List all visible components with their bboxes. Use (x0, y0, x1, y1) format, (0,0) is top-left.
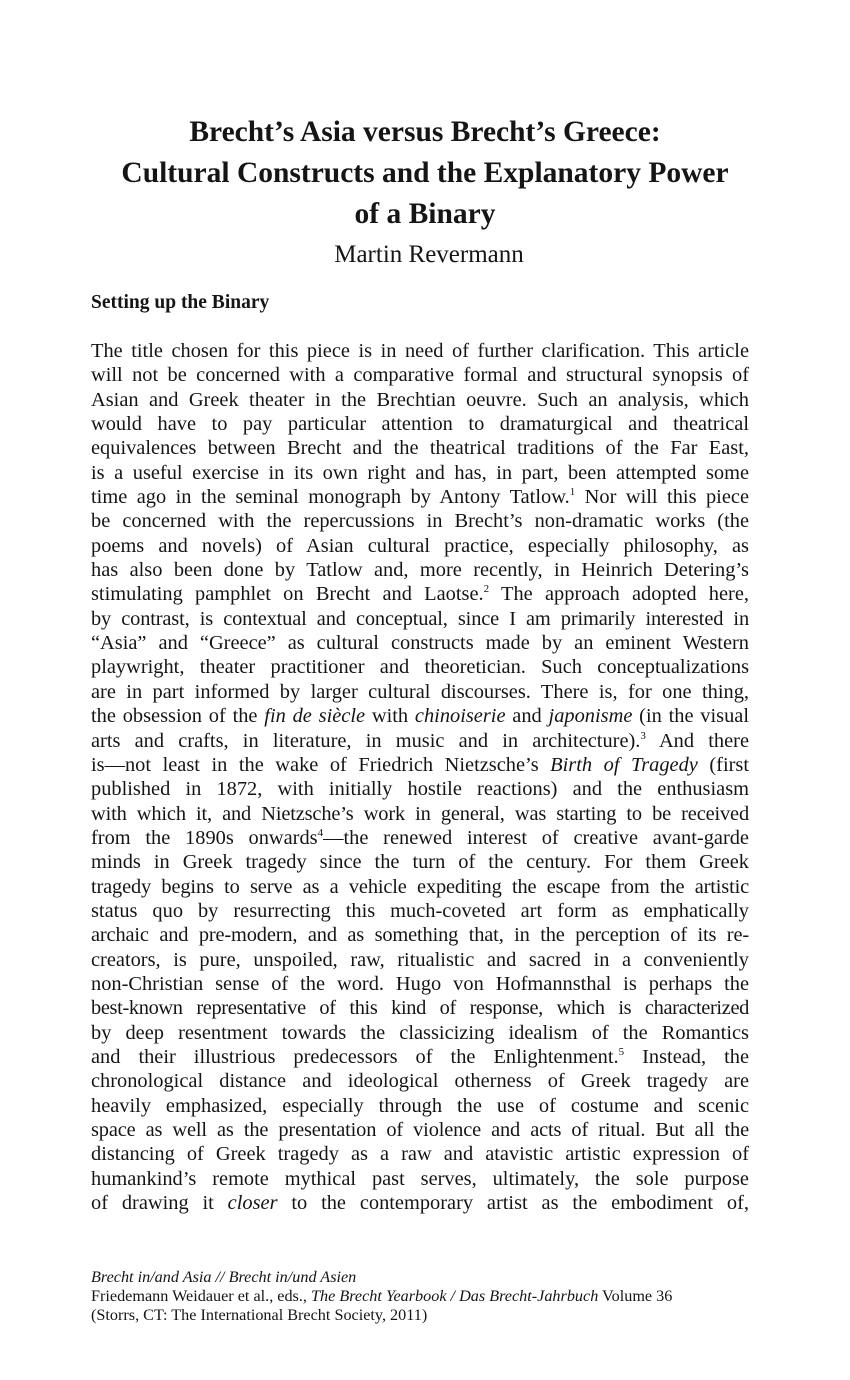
footer-publisher-line: (Storrs, CT: The International Brecht Society, 2011) (91, 1306, 428, 1325)
body-line: be concerned with the repercussions in Brecht’s non-dramatic works (the (91, 510, 749, 533)
body-line: equivalences between Brecht and the theatrical traditions of the Far East, (91, 437, 749, 460)
footer-series-line (91, 1268, 771, 1287)
body-line: “Asia” and “Greece” as cultural constructs made by an eminent Western (91, 632, 749, 655)
footnote-ref-2[interactable]: 2 (483, 583, 490, 596)
body-line: chronological distance and ideological otherness of Greek tragedy are (91, 1070, 749, 1093)
body-line: The title chosen for this piece is in need of further clarification. This article (91, 340, 749, 362)
italic-term: fin de siècle (264, 705, 366, 728)
body-line (91, 1045, 749, 1069)
body-line: status quo by resurrecting this much-coveted art form as emphatically (91, 899, 749, 922)
section-heading: Setting up the Binary (91, 292, 270, 313)
body-line: minds in Greek tragedy since the turn of the century. For them Greek (91, 851, 749, 874)
body-text-run: and their illustrious predecessors of the Enlightenment. (91, 1045, 619, 1068)
article-title (60, 112, 790, 235)
body-text-run: stimulating pamphlet on Brecht and Laotse. (91, 583, 484, 606)
body-line: creators, is pure, unspoiled, raw, ritualistic and sacred in a conveniently (91, 948, 749, 971)
body-line (91, 582, 749, 606)
body-text-run: of drawing it (91, 1192, 228, 1215)
title-line-3: of a Binary (354, 198, 496, 230)
body-line: tragedy begins to serve as a vehicle expediting the escape from the artistic (91, 875, 749, 898)
body-line (91, 704, 749, 728)
body-line (91, 826, 749, 850)
footnote-ref-5[interactable]: 5 (618, 1045, 625, 1058)
body-line: distancing of Greek tragedy as a raw and atavistic artistic expression of (91, 1143, 749, 1166)
title-line-1: Brecht’s Asia versus Brecht’s Greece: (189, 116, 661, 148)
body-text-run: the obsession of the (91, 705, 265, 728)
italic-title: Birth of Tragedy (550, 753, 698, 776)
body-text-run: And there (645, 729, 749, 752)
footnote-ref-3[interactable]: 3 (640, 729, 646, 742)
body-line: will not be concerned with a comparative formal and structural synopsis of (91, 364, 749, 387)
body-line (91, 1191, 749, 1215)
italic-term: japonisme (548, 705, 633, 728)
title-line-2: Cultural Constructs and the Explanatory Power (121, 157, 729, 189)
body-line: heavily emphasized, especially through the use of costume and scenic (91, 1094, 749, 1117)
author-name: Martin Revermann (334, 241, 524, 268)
body-line: poems and novels) of Asian cultural practice, especially philosophy, as (91, 534, 749, 557)
body-text-run: Nor will this piece (575, 486, 749, 509)
body-text-run: (first (697, 753, 750, 776)
body-line (91, 485, 749, 509)
body-line (91, 729, 749, 753)
series-title: Brecht in/and Asia // Brecht in/und Asien (91, 1268, 357, 1286)
body-text-run: is—not least in the wake of Friedrich Nietzsche’s (91, 753, 551, 776)
body-line: with which it, and Nietzsche’s work in general, was starting to be received (91, 802, 749, 825)
body-text-run: time ago in the seminal monograph by Antony Tatlow. (91, 486, 570, 509)
publication-footer (91, 1268, 771, 1326)
body-text-run: with (365, 705, 415, 728)
body-line: archaic and pre-modern, and as something that, in the perception of its re- (91, 924, 749, 947)
body-text-run: and (505, 705, 549, 728)
body-line: by contrast, is contextual and conceptual, since I am primarily interested in (91, 607, 749, 630)
body-line: humankind’s remote mythical past serves, ultimately, the sole purpose (91, 1167, 749, 1190)
body-line: are in part informed by larger cultural discourses. There is, for one thing, (91, 680, 749, 703)
body-text-run: The approach adopted here, (489, 583, 749, 606)
body-text-run: from the 1890s onwards (91, 826, 318, 849)
body-line: playwright, theater practitioner and theoretician. Such conceptualizations (91, 656, 749, 679)
body-line: space as well as the presentation of violence and acts of ritual. But all the (91, 1119, 749, 1141)
body-line: would have to pay particular attention to dramaturgical and theatrical (91, 413, 749, 436)
italic-term: chinoiserie (414, 705, 506, 728)
body-text-run: (in the visual (632, 705, 750, 728)
body-paragraph (91, 339, 749, 1215)
footnote-ref-1[interactable]: 1 (569, 486, 576, 499)
body-text-run: —the renewed interest of creative avant-garde (323, 826, 749, 849)
body-text-run: arts and crafts, in literature, in music and in architecture). (91, 729, 641, 752)
body-line (91, 753, 749, 777)
body-line: Asian and Greek theater in the Brechtian oeuvre. Such an analysis, which (91, 388, 749, 411)
body-line: is a useful exercise in its own right and has, in part, been attempted some (91, 461, 749, 484)
footer-editors-line (91, 1287, 771, 1306)
body-line: has also been done by Tatlow and, more recently, in Heinrich Detering’s (91, 559, 749, 582)
volume-text: Volume 36 (598, 1287, 673, 1306)
yearbook-title: The Brecht Yearbook / Das Brecht-Jahrbuch (311, 1287, 599, 1306)
italic-emphasis: closer (227, 1192, 278, 1215)
editors-text: Friedemann Weidauer et al., eds., (91, 1287, 312, 1306)
body-line: by deep resentment towards the classicizing idealism of the Romantics (91, 1021, 749, 1044)
body-line: non-Christian sense of the word. Hugo von Hofmannsthal is perhaps the (91, 972, 749, 995)
body-text-run: to the contemporary artist as the embodiment of, (277, 1192, 749, 1215)
body-text-run: Instead, the (624, 1045, 749, 1068)
body-line: published in 1872, with initially hostile reactions) and the enthusiasm (91, 778, 749, 801)
footnote-ref-4[interactable]: 4 (317, 826, 324, 839)
body-line: best-known representative of this kind of response, which is characterized (91, 997, 749, 1020)
